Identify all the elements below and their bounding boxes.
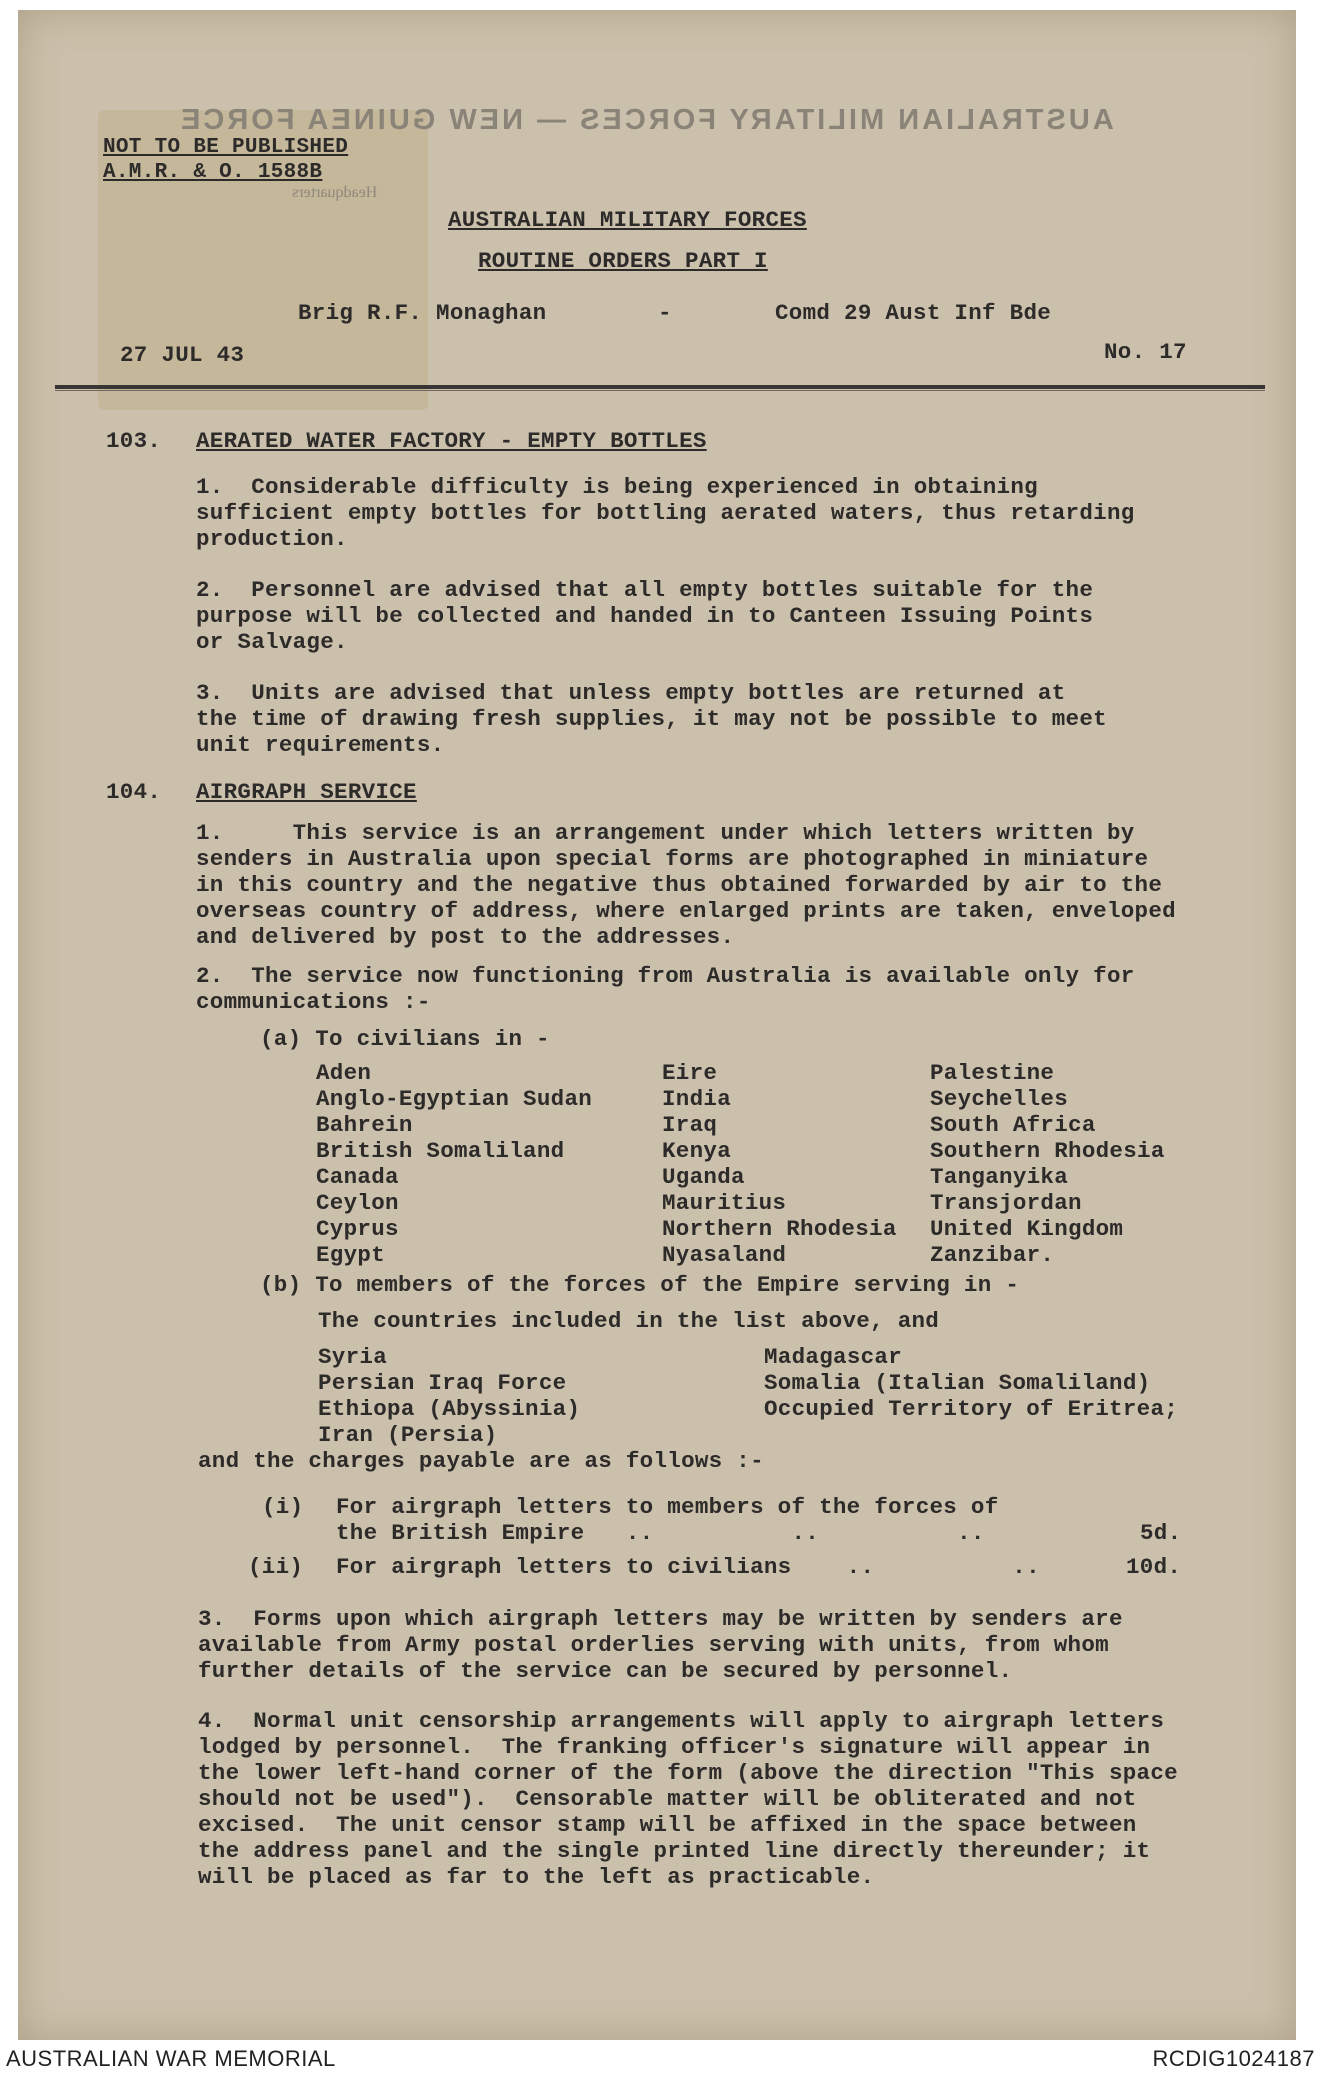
letterhead-mirrored: AUSTRALIAN MILITARY FORCES — NEW GUINEA FORCE bbox=[178, 104, 1114, 136]
text-line: senders in Australia upon special forms are photographed in miniature bbox=[196, 846, 1149, 872]
country-item: Northern Rhodesia bbox=[662, 1216, 897, 1242]
text-line: the time of drawing fresh supplies, it may not be possible to meet bbox=[196, 706, 1107, 732]
country-item: British Somaliland bbox=[316, 1138, 565, 1164]
charge-1-price: 5d. bbox=[1140, 1520, 1182, 1546]
text-line: lodged by personnel. The franking officer's signature will appear in bbox=[198, 1734, 1151, 1760]
header-rule bbox=[55, 385, 1265, 389]
section-103-para-3 bbox=[196, 680, 1276, 758]
country-item: Zanzibar. bbox=[930, 1242, 1055, 1268]
text-line: the address panel and the single printed line directly thereunder; it bbox=[198, 1838, 1151, 1864]
text-line: available from Army postal orderlies serving with units, from whom bbox=[198, 1632, 1109, 1658]
country-item: Madagascar bbox=[764, 1344, 903, 1370]
country-item: Egypt bbox=[316, 1242, 386, 1268]
country-item: Eire bbox=[662, 1060, 718, 1086]
text-line: 4. Normal unit censorship arrangements will apply to airgraph letters bbox=[198, 1708, 1165, 1734]
country-item: Persian Iraq Force bbox=[318, 1370, 567, 1396]
country-item: Nyasaland bbox=[662, 1242, 787, 1268]
country-item: Iraq bbox=[662, 1112, 718, 1138]
country-item: Bahrein bbox=[316, 1112, 413, 1138]
country-item: United Kingdom bbox=[930, 1216, 1124, 1242]
country-item: Uganda bbox=[662, 1164, 745, 1190]
text-line: sufficient empty bottles for bottling aerated waters, thus retarding bbox=[196, 500, 1135, 526]
text-line: overseas country of address, where enlarged prints are taken, enveloped bbox=[196, 898, 1176, 924]
country-item: Mauritius bbox=[662, 1190, 787, 1216]
charge-1-text-line-1: For airgraph letters to members of the forces of bbox=[336, 1494, 999, 1520]
section-104-para-3 bbox=[198, 1606, 1278, 1684]
document-subtitle: ROUTINE ORDERS PART I bbox=[478, 248, 768, 274]
text-line: 2. The service now functioning from Australia is available only for bbox=[196, 963, 1135, 989]
text-line: 1. This service is an arrangement under which letters written by bbox=[196, 820, 1135, 846]
country-item: Anglo-Egyptian Sudan bbox=[316, 1086, 593, 1112]
charge-1-number: (i) bbox=[262, 1494, 304, 1520]
order-date: 27 JUL 43 bbox=[120, 342, 245, 368]
text-line: or Salvage. bbox=[196, 629, 348, 655]
country-item: Cyprus bbox=[316, 1216, 399, 1242]
charge-1-text-line-2: the British Empire .. .. .. bbox=[336, 1520, 985, 1546]
text-line: purpose will be collected and handed in to Canteen Issuing Points bbox=[196, 603, 1094, 629]
section-103-para-2 bbox=[196, 577, 1276, 655]
order-number: No. 17 bbox=[1104, 339, 1187, 365]
commander-name: Brig R.F. Monaghan bbox=[298, 300, 547, 326]
country-item: Seychelles bbox=[930, 1086, 1069, 1112]
text-line: will be placed as far to the left as practicable. bbox=[198, 1864, 875, 1890]
section-103-number: 103. bbox=[106, 428, 162, 454]
text-line: 1. Considerable difficulty is being experienced in obtaining bbox=[196, 474, 1038, 500]
section-104-number: 104. bbox=[106, 779, 162, 805]
stamp-reference: A.M.R. & O. 1588B bbox=[103, 161, 323, 184]
text-line: 2. Personnel are advised that all empty bottles suitable for the bbox=[196, 577, 1094, 603]
list-b-label: (b) To members of the forces of the Empire serving in - bbox=[260, 1272, 1020, 1298]
text-line: should not be used"). Censorable matter will be obliterated and not bbox=[198, 1786, 1137, 1812]
country-item: Iran (Persia) bbox=[318, 1422, 498, 1448]
country-item: Ethiopa (Abyssinia) bbox=[318, 1396, 581, 1422]
country-item: Canada bbox=[316, 1164, 399, 1190]
text-line: production. bbox=[196, 526, 348, 552]
charge-2-number: (ii) bbox=[248, 1554, 304, 1580]
header-rule-thin bbox=[55, 390, 1265, 391]
charge-2-text: For airgraph letters to civilians .. .. bbox=[336, 1554, 1040, 1580]
country-item: Occupied Territory of Eritrea; bbox=[764, 1396, 1179, 1422]
list-b-column-1 bbox=[318, 1344, 580, 1448]
country-item: India bbox=[662, 1086, 732, 1112]
footer-identifier: RCDIG1024187 bbox=[1152, 2046, 1315, 2071]
list-b-column-2 bbox=[764, 1344, 1178, 1422]
text-line: the lower left-hand corner of the form (above the direction "This space bbox=[198, 1760, 1178, 1786]
country-item: Transjordan bbox=[930, 1190, 1082, 1216]
country-item: Aden bbox=[316, 1060, 372, 1086]
country-item: Tanganyika bbox=[930, 1164, 1069, 1190]
section-103-heading: AERATED WATER FACTORY - EMPTY BOTTLES bbox=[196, 428, 707, 454]
text-line: unit requirements. bbox=[196, 732, 445, 758]
footer-source: AUSTRALIAN WAR MEMORIAL bbox=[6, 2046, 336, 2071]
section-104-heading: AIRGRAPH SERVICE bbox=[196, 779, 417, 805]
list-b-intro: The countries included in the list above, and bbox=[318, 1308, 940, 1334]
country-item: Syria bbox=[318, 1344, 388, 1370]
list-a-column-2 bbox=[662, 1060, 897, 1268]
country-item: South Africa bbox=[930, 1112, 1096, 1138]
stamp-not-published: NOT TO BE PUBLISHED bbox=[103, 136, 349, 159]
text-line: in this country and the negative thus obtained forwarded by air to the bbox=[196, 872, 1163, 898]
text-line: excised. The unit censor stamp will be affixed in the space between bbox=[198, 1812, 1137, 1838]
text-line: 3. Units are advised that unless empty bottles are returned at bbox=[196, 680, 1066, 706]
section-104-para-2 bbox=[196, 963, 1276, 1015]
text-line: 3. Forms upon which airgraph letters may be written by senders are bbox=[198, 1606, 1123, 1632]
country-item: Southern Rhodesia bbox=[930, 1138, 1165, 1164]
country-item: Palestine bbox=[930, 1060, 1055, 1086]
text-line: and delivered by post to the addresses. bbox=[196, 924, 735, 950]
section-104-para-1 bbox=[196, 820, 1276, 950]
country-item: Kenya bbox=[662, 1138, 732, 1164]
section-103-para-1 bbox=[196, 474, 1276, 552]
charges-intro: and the charges payable are as follows :- bbox=[198, 1448, 764, 1474]
text-line: further details of the service can be secured by personnel. bbox=[198, 1658, 1013, 1684]
command-title: Comd 29 Aust Inf Bde bbox=[775, 300, 1052, 326]
country-item: Ceylon bbox=[316, 1190, 399, 1216]
section-104-para-4 bbox=[198, 1708, 1278, 1890]
letterhead-hq: Headquarters bbox=[292, 184, 378, 201]
header-dash: - bbox=[658, 300, 672, 326]
list-a-column-3 bbox=[930, 1060, 1165, 1268]
list-a-column-1 bbox=[316, 1060, 592, 1268]
list-a-label: (a) To civilians in - bbox=[260, 1026, 550, 1052]
charge-2-price: 10d. bbox=[1126, 1554, 1182, 1580]
text-line: communications :- bbox=[196, 989, 431, 1015]
country-item: Somalia (Italian Somaliland) bbox=[764, 1370, 1151, 1396]
document-title: AUSTRALIAN MILITARY FORCES bbox=[448, 207, 807, 233]
